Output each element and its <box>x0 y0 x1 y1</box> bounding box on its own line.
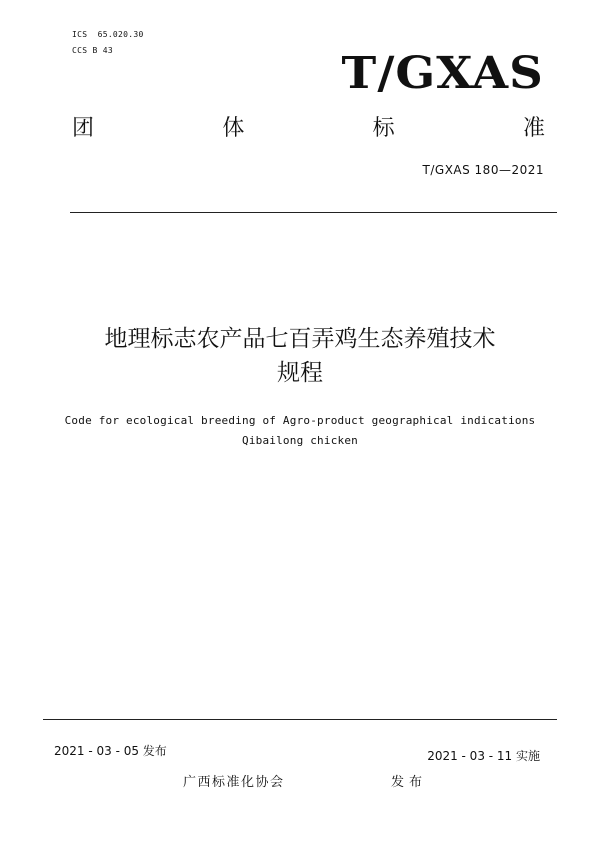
title-line: 地理标志农产品七百弄鸡生态养殖技术 <box>104 326 496 352</box>
implement-date: 2021 - 03 - 11 实施 <box>427 749 540 763</box>
category-char: 体 <box>222 116 245 141</box>
category-char: 准 <box>522 116 545 141</box>
publish-date: 2021 - 03 - 05 发布 <box>54 744 167 758</box>
issued-label: 发布 <box>391 775 428 790</box>
category-char: 标 <box>372 116 395 141</box>
issuing-organization: 广西标准化协会 <box>183 775 285 790</box>
standard-category <box>72 118 545 140</box>
ccs-code: CCS B 43 <box>72 46 113 55</box>
standard-brand: T/GXAS <box>341 48 544 99</box>
category-char: 团 <box>72 116 95 141</box>
bottom-divider <box>43 719 557 720</box>
ics-code: ICS 65.020.30 <box>72 30 144 39</box>
top-divider <box>70 212 557 213</box>
document-title-english <box>0 411 600 451</box>
title-line: 规程 <box>277 360 323 386</box>
document-title-chinese <box>0 322 600 390</box>
title-line: Qibailong chicken <box>242 434 358 447</box>
title-line: Code for ecological breeding of Agro-product geographical indications <box>64 414 536 427</box>
standard-number: T/GXAS 180—2021 <box>422 163 544 177</box>
